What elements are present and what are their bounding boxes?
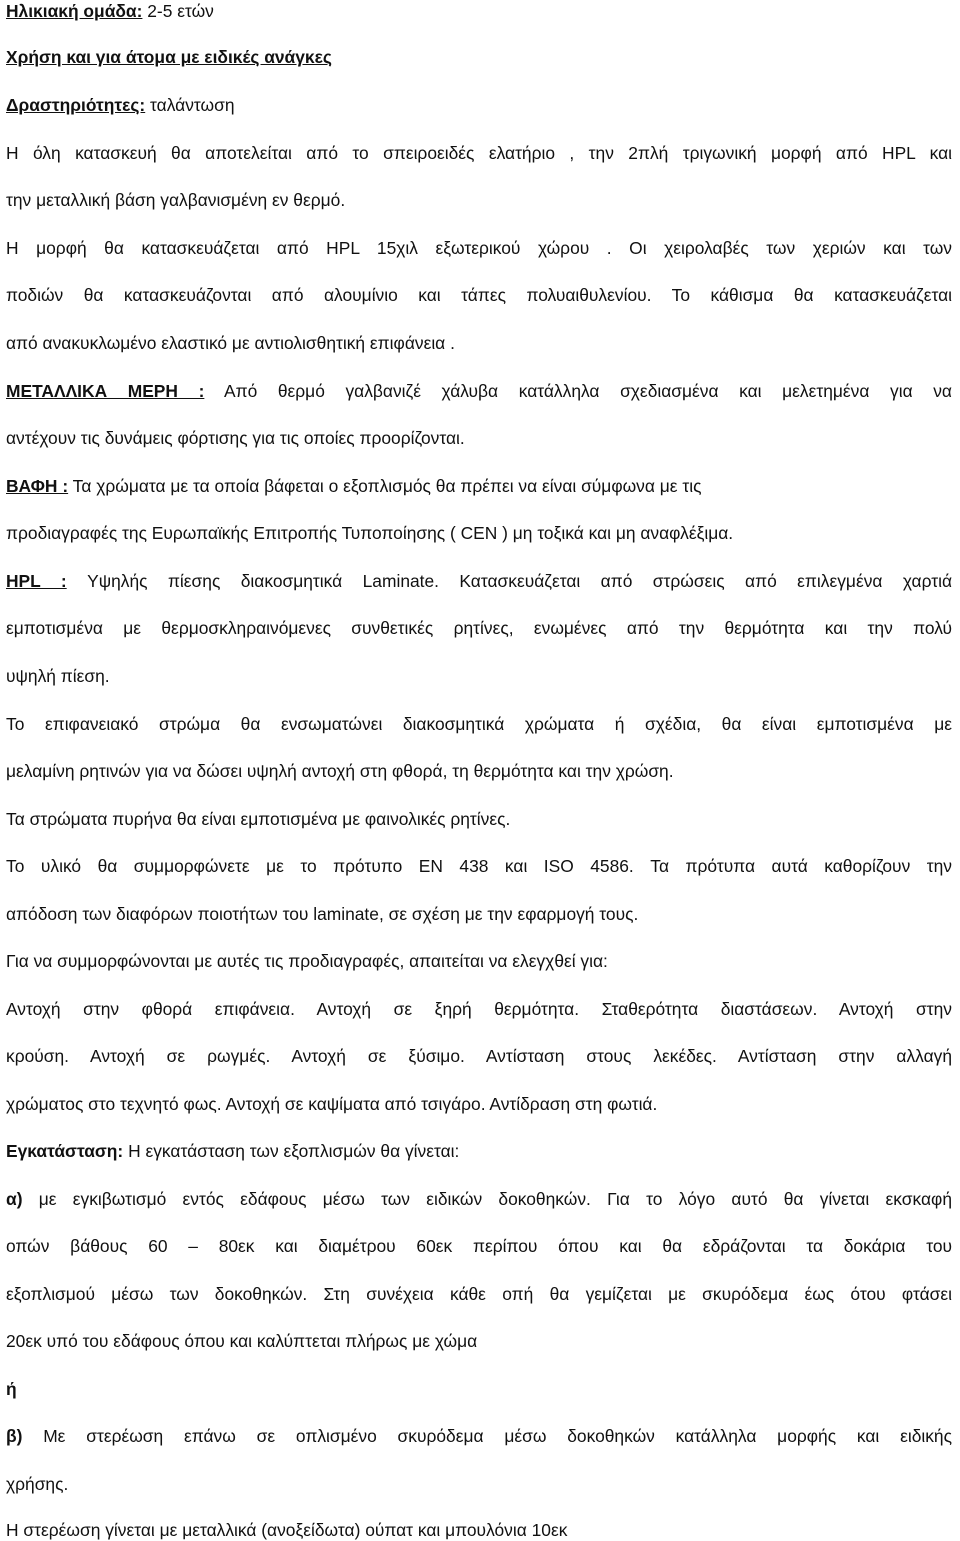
paragraph-line: εμποτισμένα με θερμοσκληραινόμενες συνθετικές ρητίνες, ενωμένες από την θερμότητα και την πολύ <box>6 618 952 638</box>
option-b-line <box>6 1425 952 1447</box>
paragraph-line: εξοπλισμού μέσω των δοκοθηκών. Στη συνέχεια κάθε οπή θα γεμίζεται με σκυρόδεμα έως ότου φτάσει <box>6 1284 952 1304</box>
paragraph-line: Η όλη κατασκευή θα αποτελείται από το σπειροειδές ελατήριο , την 2πλή τριγωνική μορφή από HPL και <box>6 143 952 163</box>
paragraph-line: Τα στρώματα πυρήνα θα είναι εμποτισμένα με φαινολικές ρητίνες. <box>6 809 511 829</box>
hpl-definition: Υψηλής πίεσης διακοσμητικά Laminate. <box>66 571 439 591</box>
paragraph-line: κρούση. Αντοχή σε ρωγμές. Αντοχή σε ξύσιμο. Αντίσταση στους λεκέδες. Αντίσταση στην αλλαγή <box>6 1046 952 1066</box>
paragraph-line: Η μορφή θα κατασκευάζεται από HPL 15χιλ εξωτερικού χώρου . Οι χειρολαβές των χεριών και των <box>6 238 952 258</box>
installation-label: Εγκατάσταση: <box>6 1141 124 1161</box>
hpl-text: Κατασκευάζεται από στρώσεις από επιλεγμένα χαρτιά <box>439 571 953 591</box>
metal-parts-label: ΜΕΤΑΛΛΙΚΑ ΜΕΡΗ : <box>6 381 205 401</box>
option-b-marker: β) <box>6 1426 23 1446</box>
age-group-line <box>6 0 214 22</box>
activities-label: Δραστηριότητες: <box>6 95 146 115</box>
paragraph-line: οπών βάθους 60 – 80εκ και διαμέτρου 60εκ περίπου όπου και θα εδράζονται τα δοκάρια του <box>6 1236 952 1256</box>
paragraph-line: ποδιών θα κατασκευάζονται από αλουμίνιο και τάπες πολυαιθυλενίου. Το κάθισμα θα κατασκευάζεται <box>6 285 952 305</box>
age-group-value: 2-5 ετών <box>142 1 214 21</box>
activities-line <box>6 94 235 116</box>
option-b-text: Με στερέωση επάνω σε οπλισμένο σκυρόδεμα μέσω δοκοθηκών κατάλληλα μορφής και ειδικής <box>22 1426 952 1446</box>
activities-value: ταλάντωση <box>145 95 235 115</box>
paragraph-line: Για να συμμορφώνονται με αυτές τις προδιαγραφές, απαιτείται να ελεγχθεί για: <box>6 951 608 971</box>
paragraph-line: την μεταλλική βάση γαλβανισμένη εν θερμό. <box>6 190 346 210</box>
paragraph-line: 20εκ υπό του εδάφους όπου και καλύπτεται πλήρως με χώμα <box>6 1331 478 1351</box>
hpl-line <box>6 570 952 592</box>
paragraph-line: Η στερέωση γίνεται με μεταλλικά (ανοξείδωτα) ούπατ και μπουλόνια 10εκ <box>6 1520 568 1540</box>
paragraph-line: μελαμίνη ρητινών για να δώσει υψηλή αντοχή στη φθορά, τη θερμότητα και την χρώση. <box>6 761 674 781</box>
paragraph-line: Το υλικό θα συμμορφώνετε με το πρότυπο EN 438 και ISO 4586. Τα πρότυπα αυτά καθορίζουν την <box>6 856 952 876</box>
paragraph-line: προδιαγραφές της Ευρωπαϊκής Επιτροπής Τυποποίησης ( CEN ) μη τοξικά και μη αναφλέξιμα. <box>6 523 734 543</box>
metal-parts-line <box>6 380 952 402</box>
paragraph-line: απόδοση των διαφόρων ποιοτήτων του laminate, σε σχέση με την εφαρμογή τους. <box>6 904 639 924</box>
paragraph-line: Αντοχή στην φθορά επιφάνεια. Αντοχή σε ξηρή θερμότητα. Σταθερότητα διαστάσεων. Αντοχή στην <box>6 999 952 1019</box>
paragraph-line: Το επιφανειακό στρώμα θα ενσωματώνει διακοσμητικά χρώματα ή σχέδια, θα είναι εμποτισμένα με <box>6 714 952 734</box>
installation-line <box>6 1140 459 1162</box>
paragraph-line: υψηλή πίεση. <box>6 666 110 686</box>
or-separator: ή <box>6 1379 17 1399</box>
paragraph-line: αντέχουν τις δυνάμεις φόρτισης για τις οποίες προορίζονται. <box>6 428 465 448</box>
option-a-line <box>6 1188 952 1210</box>
option-a-marker: α) <box>6 1189 23 1209</box>
paragraph-line: από ανακυκλωμένο ελαστικό με αντιολισθητική επιφάνεια . <box>6 333 455 353</box>
paragraph-line: χρήσης. <box>6 1474 69 1494</box>
special-needs-heading: Χρήση και για άτομα με ειδικές ανάγκες <box>6 47 332 67</box>
paragraph-line: χρώματος στο τεχνητό φως. Αντοχή σε καψίματα από τσιγάρο. Αντίδραση στη φωτιά. <box>6 1094 658 1114</box>
option-a-text: με εγκιβωτισμό εντός εδάφους μέσω των ειδικών δοκοθηκών. Για το λόγο αυτό θα γίνεται εκσκαφή <box>22 1189 952 1209</box>
age-group-label: Ηλικιακή ομάδα: <box>6 1 143 21</box>
paint-text: Τα χρώματα με τα οποία βάφεται ο εξοπλισμός θα πρέπει να είναι σύμφωνα με τις <box>68 476 702 496</box>
metal-parts-text: Από θερμό γαλβανιζέ χάλυβα κατάλληλα σχεδιασμένα και μελετημένα για να <box>204 381 952 401</box>
hpl-label: HPL : <box>6 571 67 591</box>
paint-label: ΒΑΦΗ : <box>6 476 69 496</box>
paint-line <box>6 475 701 497</box>
installation-text: Η εγκατάσταση των εξοπλισμών θα γίνεται: <box>123 1141 460 1161</box>
